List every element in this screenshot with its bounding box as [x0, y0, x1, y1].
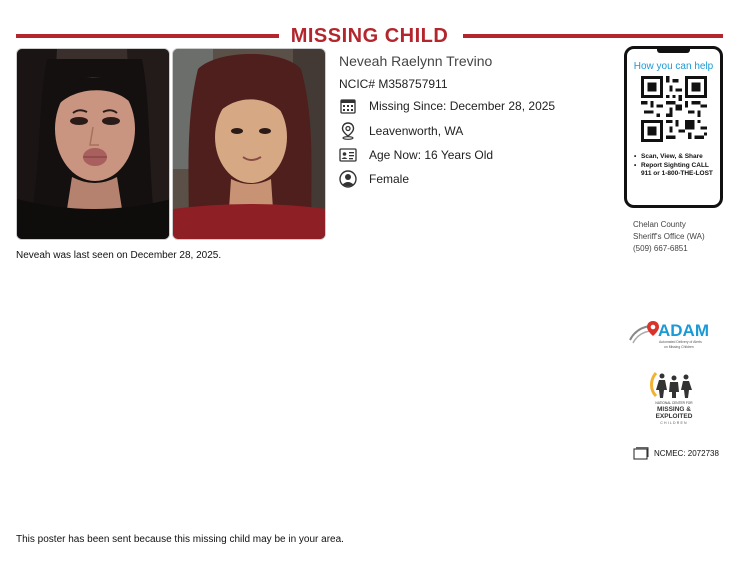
agency-phone: (509) 667-6851 [633, 244, 688, 253]
svg-text:CHILDREN: CHILDREN [660, 421, 688, 425]
qr-code-icon[interactable] [641, 76, 707, 142]
location-pin-icon [339, 122, 357, 140]
ncmec-id [633, 446, 719, 460]
poster-title: MISSING CHILD [290, 25, 449, 47]
svg-text:MISSING &: MISSING & [657, 406, 691, 413]
fact-sex [339, 170, 409, 188]
ncmec-id-text: NCMEC: 2072738 [654, 448, 719, 458]
agency-line-1: Chelan County [633, 220, 686, 229]
footer-note: This poster has been sent because this missing child may be in your area. [16, 534, 344, 545]
help-item: • Report Sighting CALL 911 or 1-800-THE-LOST [633, 162, 719, 178]
fact-age [339, 146, 493, 164]
fact-text: Female [369, 172, 410, 186]
fact-missing-since [339, 97, 555, 115]
svg-text:on Missing Children: on Missing Children [664, 345, 694, 349]
help-list [633, 153, 719, 179]
ncic-number: NCIC# M358757911 [339, 77, 448, 91]
calendar-icon [339, 97, 357, 115]
child-photo-1 [16, 48, 170, 240]
how-to-help-panel [624, 46, 723, 208]
person-icon [339, 170, 357, 188]
id-card-icon [339, 146, 357, 164]
phone-notch [657, 49, 690, 53]
agency-line-2: Sheriff's Office (WA) [633, 232, 705, 241]
fact-text: Age Now: 16 Years Old [369, 148, 494, 162]
agency-contact [633, 219, 705, 255]
folder-icon [633, 447, 649, 460]
svg-text:Automated Delivery of Alerts: Automated Delivery of Alerts [659, 340, 702, 344]
child-photo-2 [172, 48, 326, 240]
help-heading: How you can help [633, 61, 714, 72]
fact-text: Leavenworth, WA [369, 124, 464, 138]
svg-text:NATIONAL CENTER FOR: NATIONAL CENTER FOR [655, 401, 693, 405]
fact-location [339, 122, 463, 140]
svg-text:EXPLOITED: EXPLOITED [655, 413, 693, 420]
adam-logo [628, 318, 720, 354]
fact-text: Missing Since: December 28, 2025 [369, 99, 556, 113]
title-bar [16, 24, 723, 48]
child-name: Neveah Raelynn Trevino [339, 53, 493, 69]
svg-text:ADAM: ADAM [658, 321, 709, 340]
ncmec-logo [646, 368, 702, 428]
help-item: • Scan, View, & Share [633, 153, 719, 161]
last-seen-caption: Neveah was last seen on December 28, 2025. [16, 250, 222, 261]
